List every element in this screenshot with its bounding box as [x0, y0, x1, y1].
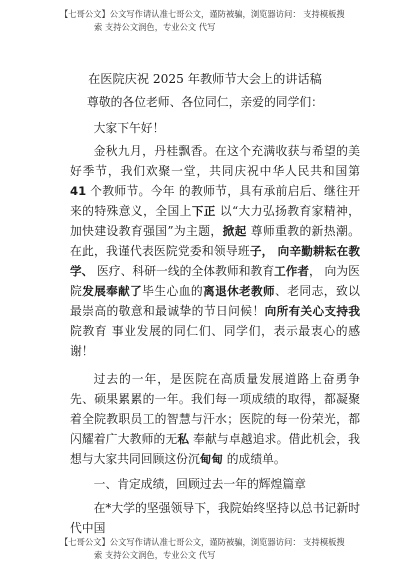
bold-run: 私	[177, 432, 190, 446]
banner-line-1: 【七哥公文】公文写作请认准七哥公文，谨防被骗，浏览器访问： 支持模板搜	[60, 9, 345, 19]
bold-run: 掀起	[222, 224, 247, 238]
bold-run: 工作者	[274, 264, 309, 278]
paragraph-opening	[70, 141, 360, 361]
text-run: 以“大力弘扬教育家精神，加快建设教育强国”为主题，	[70, 204, 360, 238]
text-run: 毕生心血的	[142, 284, 204, 298]
bold-run: 离退休老教师	[203, 284, 276, 298]
greeting-line: 大家下午好！	[93, 121, 165, 135]
text-run: ， 向为医院	[70, 264, 360, 298]
banner-line-1: 【七哥公文】公文写作请认准七哥公文，谨防被骗，浏览器访问： 支持模板搜	[60, 537, 345, 547]
document-body	[70, 118, 360, 542]
bold-run: 发展奉献了	[82, 284, 143, 298]
bold-run: 子， 向辛勤耕耘在教学、	[70, 244, 360, 278]
text-run: 金秋九月，丹桂飘香。在这个充满收获与希望的美好季节，我们欢聚一堂，共同庆祝中华人民共和国第	[70, 144, 360, 178]
text-run: 尊师重教的新热潮。在此，我谨代表医院党委和领导班	[70, 224, 360, 258]
document-title: 在医院庆祝 2025 年教师节大会上的讲话稿	[88, 72, 322, 86]
banner-line-2: 索 支持公文润色，专业公文 代写	[94, 22, 216, 32]
text-run: 医疗、科研一线的全体教师和教育	[93, 264, 275, 278]
watermark-banner-top	[60, 8, 390, 34]
watermark-banner-bottom	[60, 536, 390, 562]
bold-run: 下正	[191, 204, 216, 218]
text-run: 的成绩单。	[222, 452, 286, 466]
text-run: 个教师节。今年 的教师节，具有承前启后、继往开来的特殊意义，全国上	[70, 184, 360, 218]
paragraph-leadership: 在*大学的坚强领导下，我院始终坚持以总书记新时代中国	[70, 501, 360, 535]
text-run: 、老同志，致以 最崇高的敬意和最诚挚的节日问候！	[70, 284, 360, 318]
bold-run: 41	[70, 184, 87, 198]
text-run: 院教育 事业发展的同仁们、同学们，表示最衷心的感谢！	[70, 324, 360, 358]
section-heading: 一、肯定成绩，回顾过去一年的辉煌篇章	[93, 477, 306, 491]
paragraph-review	[70, 369, 360, 469]
bold-run: 甸甸	[199, 452, 223, 466]
banner-line-2: 索 支持公文润色，专业公文 代写	[94, 550, 216, 560]
text-run: 过去的一年，是医院在高质量发展道路上奋勇争先、硕果累累的一年。我们每一项成绩的取得，都凝聚着全院教职员工的智慧与汗水；医院的每一份荣光，都闪耀着广大教师的无	[70, 372, 360, 446]
bold-run: 向所有关心支持我	[264, 304, 360, 318]
text-run: 奉献与卓越追求。借此机会，我想与大家共同回顾这份沉	[70, 432, 360, 466]
salutation: 尊敬的各位老师、各位同仁，亲爱的同学们：	[87, 95, 323, 109]
